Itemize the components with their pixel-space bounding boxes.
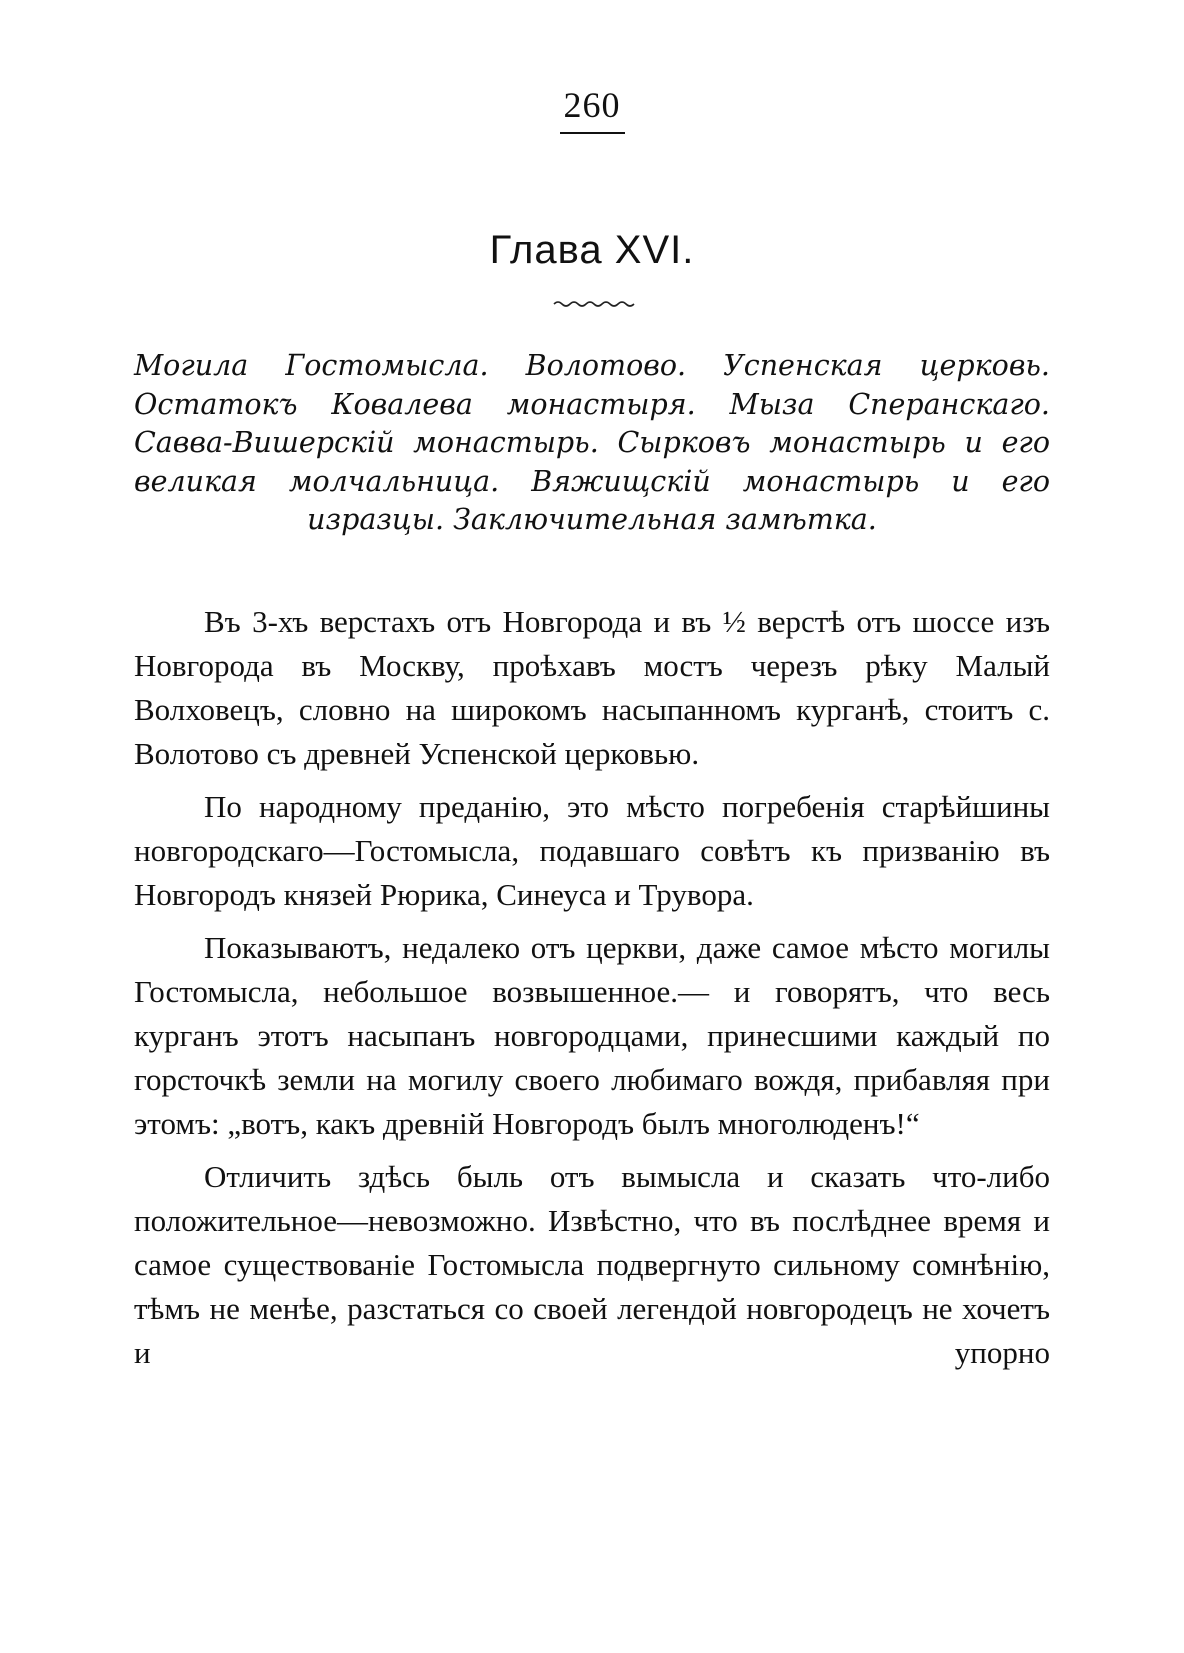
chapter-summary: Могила Гостомысла. Волотово. Успенская церковь. Остатокъ Ковалева монастыря. Мыза Сперанскаго. Савва-Вишерскій монастырь. Сырковъ монастырь и его великая молчальница. Вяжищскій монастырь и его изразцы. Заключительная замѣтка.: [134, 349, 1050, 536]
wavy-divider-icon: [552, 298, 636, 310]
paragraph-1: Въ 3-хъ верстахъ отъ Новгорода и въ ½ верстѣ отъ шоссе изъ Новгорода въ Москву, проѣхавъ мостъ черезъ рѣку Малый Волховецъ, словно на широкомъ насыпанномъ курганѣ, стоитъ с. Волотово съ древней Успенской церковью.: [134, 604, 1050, 771]
body-text: [134, 600, 1050, 1384]
paragraph-4: Отличить здѣсь быль отъ вымысла и сказать что-либо положительное—невозможно. Извѣстно, что въ послѣднее время и самое существованіе Гостомысла подвергнуто сильному сомнѣнію, тѣмъ не менѣе, разстаться со своей легендой новгородецъ не хочетъ и упорно: [134, 1159, 1050, 1370]
paragraph-3: Показываютъ, недалеко отъ церкви, даже самое мѣсто могилы Гостомысла, небольшое возвышенное.— и говорятъ, что весь курганъ этотъ насыпанъ новгородцами, принесшими каждый по горсточкѣ земли на могилу своего любимаго вождя, прибавляя при этомъ: „вотъ, какъ древній Новгородъ былъ многолюденъ!“: [134, 930, 1050, 1141]
page-number-text: 260: [560, 84, 625, 134]
page-number: [0, 84, 1184, 134]
paragraph-2: По народному преданію, это мѣсто погребенія старѣйшины новгородскаго—Гостомысла, подавшаго совѣтъ къ призванію въ Новгородъ князей Рюрика, Синеуса и Трувора.: [134, 789, 1050, 912]
chapter-title: Глава XVI.: [489, 228, 695, 272]
